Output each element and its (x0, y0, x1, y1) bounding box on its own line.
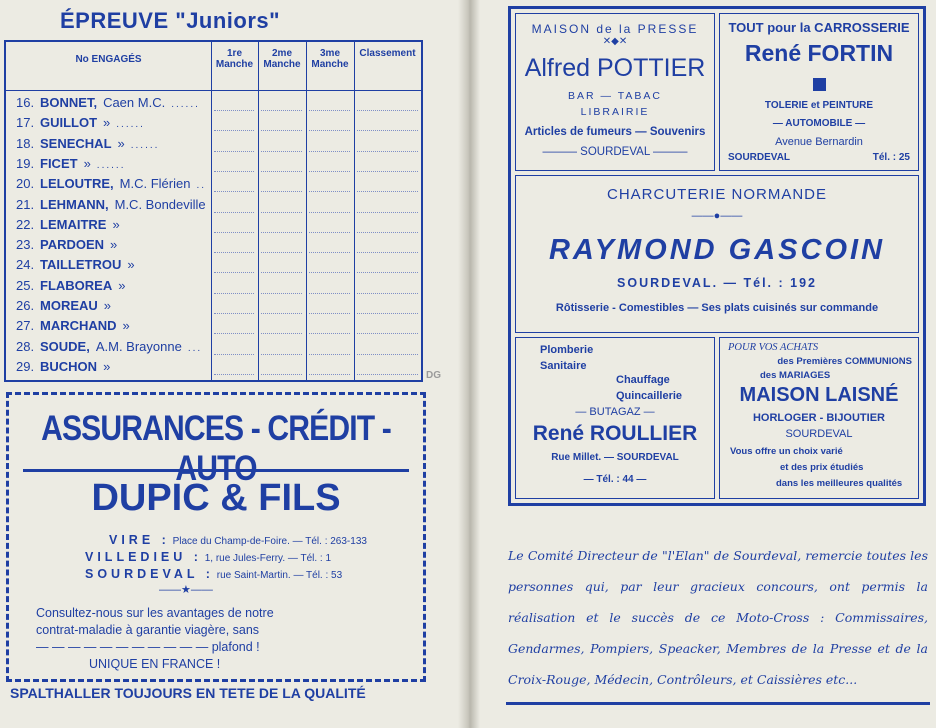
entry-line (309, 171, 350, 172)
entry-line (214, 293, 254, 294)
table-row: 29. BUCHON » (16, 358, 111, 374)
ad-address-sourdeval: SOURDEVAL : rue Saint-Martin. — Tél. : 53 (85, 567, 343, 581)
fortin-tel: Tél. : 25 (872, 152, 910, 163)
entry-line (309, 374, 350, 375)
laisne-l5: SOURDEVAL (785, 428, 853, 440)
entry-line (261, 272, 302, 273)
entry-line (214, 191, 254, 192)
table-row: 16. BONNET, Caen M.C. ...... (16, 95, 200, 110)
ad-rule (23, 469, 409, 472)
table-row: 25. FLABOREA » (16, 277, 126, 293)
entry-line (214, 110, 254, 111)
entries-table (4, 40, 423, 382)
fortin-top: TOUT pour la CARROSSERIE (728, 20, 910, 35)
ads-frame (508, 6, 926, 506)
entry-line (261, 293, 302, 294)
laisne-l7: et des prix étudiés (780, 462, 864, 473)
entry-line (261, 151, 302, 152)
ad-roullier (515, 337, 715, 499)
entry-line (309, 313, 350, 314)
entry-line (357, 252, 418, 253)
roullier-l2: Sanitaire (540, 360, 587, 372)
bottom-rule (506, 702, 930, 705)
laisne-l8: dans les meilleures qualités (776, 478, 903, 489)
entry-line (261, 252, 302, 253)
gascoin-line2: Rôtisserie - Comestibles — Ses plats cuisinés sur commande (555, 302, 879, 314)
entry-line (357, 333, 418, 334)
laisne-l4: HORLOGER - BIJOUTIER (752, 412, 885, 424)
table-row: 26. MOREAU » (16, 298, 112, 313)
entry-line (261, 374, 302, 375)
header-manche-1: 1re Manche (215, 48, 254, 70)
laisne-l1: POUR VOS ACHATS (728, 342, 819, 353)
pottier-name: Alfred POTTIER (524, 54, 706, 82)
event-title: ÉPREUVE "Juniors" (60, 8, 281, 33)
entry-line (357, 212, 418, 213)
entry-line (357, 374, 418, 375)
entry-line (261, 333, 302, 334)
header-manche-3: 3me Manche (311, 48, 349, 70)
fortin-line1: TOLERIE et PEINTURE (764, 100, 874, 111)
entry-line (261, 130, 302, 131)
entry-line (357, 171, 418, 172)
roullier-l1: Plomberie (540, 344, 594, 356)
header-engages: No ENGAGÉS (75, 54, 142, 65)
entry-line (357, 151, 418, 152)
table-row: 22. LEMAITRE » (16, 216, 120, 232)
laisne-l6: Vous offre un choix varié (730, 446, 843, 457)
entry-line (309, 293, 350, 294)
entry-line (357, 293, 418, 294)
table-row: 19. FICET » ...... (16, 155, 126, 171)
laisne-name: MAISON LAISNÉ (739, 384, 899, 406)
entry-line (357, 272, 418, 273)
entry-line (357, 130, 418, 131)
entry-line (261, 110, 302, 111)
pottier-line2: LIBRAIRIE (580, 106, 650, 118)
ad-company: DUPIC & FILS (91, 477, 341, 519)
entry-line (214, 354, 254, 355)
entry-line (261, 354, 302, 355)
entry-line (261, 212, 302, 213)
fortin-town: SOURDEVAL (728, 152, 791, 163)
ad-gascoin (515, 175, 919, 333)
ad-pottier (515, 13, 715, 171)
pottier-top: MAISON de la PRESSE (531, 22, 699, 36)
ad-fortin (719, 13, 919, 171)
entry-line (309, 191, 350, 192)
entry-line (309, 212, 350, 213)
entry-line (357, 354, 418, 355)
entry-line (357, 191, 418, 192)
entry-line (357, 110, 418, 111)
entry-line (214, 232, 254, 233)
roullier-l3: Chauffage (616, 374, 670, 386)
gascoin-line1: SOURDEVAL. — Tél. : 192 (617, 276, 817, 290)
entry-line (214, 212, 254, 213)
pottier-line3: Articles de fumeurs — Souvenirs (524, 126, 706, 138)
ad-address-vire: VIRE : Place du Champ-de-Foire. — Tél. : 263-133 (109, 533, 367, 547)
pottier-town-row: ——— SOURDEVAL ——— (542, 146, 688, 158)
roullier-l5: — BUTAGAZ — (575, 406, 655, 418)
entry-line (309, 252, 350, 253)
fortin-name: René FORTIN (744, 40, 894, 66)
ad-unique: UNIQUE EN FRANCE ! (89, 657, 221, 671)
entry-line (309, 151, 350, 152)
fortin-line3: Avenue Bernardin (775, 136, 863, 148)
entry-line (309, 272, 350, 273)
table-row: 23. PARDOEN » (16, 237, 118, 253)
table-row: 24. TAILLETROU » (16, 257, 135, 273)
entry-line (214, 313, 254, 314)
laisne-l3: des MARIAGES (760, 370, 831, 381)
insurance-ad (6, 392, 426, 682)
ad-headline: ASSURANCES - CRÉDIT - AUTO (41, 409, 391, 488)
table-row: 27. MARCHAND » (16, 318, 130, 334)
header-manche-2: 2me Manche (263, 48, 301, 70)
entry-line (261, 313, 302, 314)
fortin-line2: — AUTOMOBILE — (772, 118, 866, 129)
entry-line (357, 232, 418, 233)
entry-line (214, 272, 254, 273)
ornament-icon: ✕◆✕ (602, 36, 628, 47)
thanks-paragraph: Le Comité Directeur de "l'Elan" de Sourdeval, remercie toutes les personnes qui, par leur gracieux concours, ont permis la réalisation et le succès de ce Moto-Cross : Commissaires, Gendarmes, Pompiers, Speacker, Membres de la Presse et de la Croix-Rouge, Médecin, Contrôleurs, et Caissières etc... (508, 548, 928, 687)
ad-laisne (719, 337, 919, 499)
entry-line (309, 333, 350, 334)
roullier-l4: Quincaillerie (616, 390, 683, 402)
table-row: 17. GUILLOT » ...... (16, 115, 145, 131)
entry-line (214, 374, 254, 375)
roullier-tel: — Tél. : 44 — (583, 474, 647, 485)
gascoin-top: CHARCUTERIE NORMANDE (606, 186, 827, 203)
table-row: 21. LEHMANN, M.C. Bondeville (16, 196, 206, 212)
ad-consult-text: Consultez-nous sur les avantages de notre contrat-maladie à garantie viagère, sans — — — — — — — — — — — plafond ! (36, 606, 274, 654)
roullier-name: René ROULLIER (532, 422, 698, 445)
watermark-logo: DG (426, 370, 441, 381)
entry-line (309, 130, 350, 131)
entry-line (214, 252, 254, 253)
entry-line (214, 333, 254, 334)
entry-line (309, 110, 350, 111)
entry-line (261, 232, 302, 233)
entry-line (309, 232, 350, 233)
entry-line (357, 313, 418, 314)
gascoin-name: RAYMOND GASCOIN (548, 234, 886, 266)
square-ornament-icon (813, 78, 826, 91)
table-row: 18. SENECHAL » ...... (16, 135, 160, 151)
table-row: 28. SOUDE, A.M. Brayonne ... (16, 338, 203, 354)
entry-line (214, 171, 254, 172)
star-divider: ——★—— (159, 584, 213, 596)
entry-line (214, 130, 254, 131)
entry-line (261, 191, 302, 192)
pottier-line1: BAR — TABAC (568, 90, 662, 102)
header-classement: Classement (359, 48, 416, 59)
entry-line (214, 151, 254, 152)
entry-line (261, 171, 302, 172)
spalthaller-footer: SPALTHALLER TOUJOURS EN TETE DE LA QUALITÉ (10, 685, 366, 701)
binding-gutter (458, 0, 480, 728)
ornament-dot-icon: ——●—— (691, 210, 743, 222)
table-row: 20. LELOUTRE, M.C. Flérien .. (16, 176, 207, 192)
entry-line (309, 354, 350, 355)
ad-address-villedieu: VILLEDIEU : 1, rue Jules-Ferry. — Tél. : 1 (85, 550, 332, 564)
roullier-addr: Rue Millet. — SOURDEVAL (551, 452, 679, 463)
laisne-l2: des Premières COMMUNIONS (777, 356, 912, 367)
